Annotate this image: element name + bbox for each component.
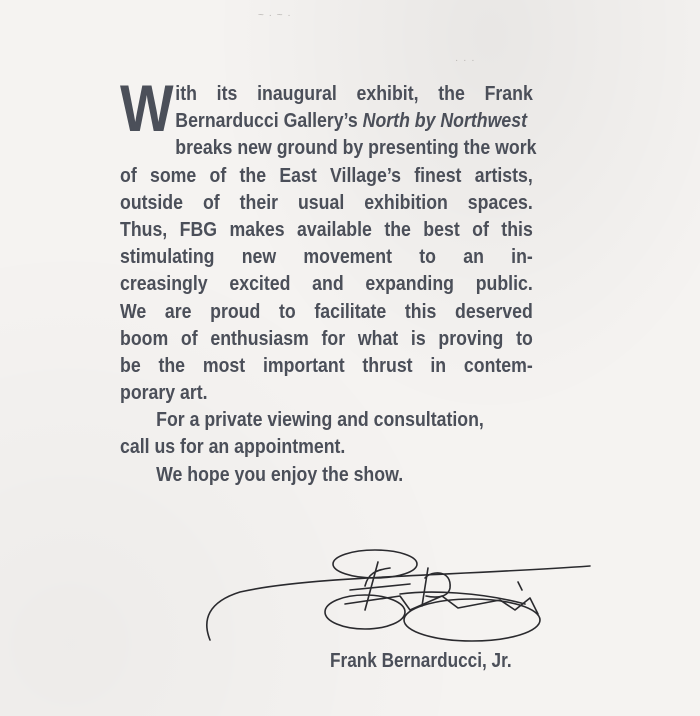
- exhibit-title: North by Northwest: [362, 109, 527, 133]
- letter-line: call us for an appointment.: [120, 435, 346, 459]
- paper-smudge-mark: · · ·: [455, 55, 476, 66]
- letter-line-text: Bernarducci Gallery’s: [175, 109, 363, 133]
- letter-line: creasingly excited and expanding public.: [120, 272, 533, 296]
- paper-smudge-mark: ~ · ~ ·: [258, 10, 292, 21]
- letter-line: We hope you enjoy the show.: [156, 462, 404, 486]
- letter-line: [120, 107, 533, 134]
- signer-name: Frank Bernarducci, Jr.: [330, 650, 512, 672]
- letter-line: ith its inaugural exhibit, the Frank: [175, 82, 533, 105]
- letter-line: of some of the East Village’s finest artists,: [120, 163, 533, 187]
- letter-line: outside of their usual exhibition spaces.: [120, 190, 533, 214]
- letter-line: Thus, FBG makes available the best of this: [120, 217, 533, 241]
- handwritten-signature: [200, 540, 620, 650]
- letter-body: [120, 71, 537, 488]
- letter-line: breaks new ground by presenting the work: [175, 136, 537, 160]
- drop-cap: W: [120, 71, 174, 145]
- letter-line: For a private viewing and consultation,: [156, 408, 484, 432]
- letter-line: stimulating new movement to an in-: [120, 245, 533, 269]
- letter-line: be the most important thrust in contem-: [120, 353, 533, 377]
- letter-line: boom of enthusiasm for what is proving to: [120, 326, 533, 350]
- letter-line: We are proud to facilitate this deserved: [120, 299, 533, 323]
- letter-line: porary art.: [120, 381, 208, 405]
